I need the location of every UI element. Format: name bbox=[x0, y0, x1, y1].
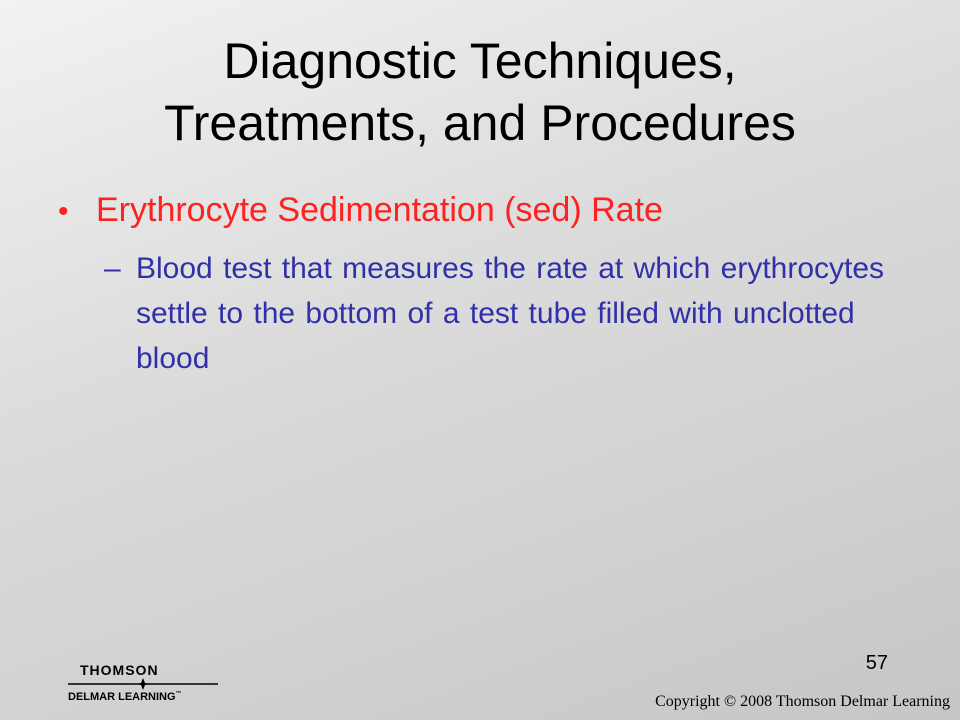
logo-trademark: ™ bbox=[175, 691, 182, 697]
page-number: 57 bbox=[865, 652, 888, 674]
slide-title bbox=[0, 30, 960, 154]
bullet-text: Erythrocyte Sedimentation (sed) Rate bbox=[96, 191, 663, 229]
publisher-logo bbox=[68, 662, 218, 708]
sub-bullet-text: Blood test that measures the rate at which erythrocytes settle to the bottom of a test tube filled with unclotted blood bbox=[136, 252, 885, 375]
title-line-1: Diagnostic Techniques, bbox=[223, 33, 737, 89]
sub-bullet-item bbox=[104, 246, 904, 381]
copyright-notice: Copyright © 2008 Thomson Delmar Learning bbox=[655, 693, 950, 710]
logo-star-rule-icon bbox=[68, 678, 218, 690]
logo-line-2 bbox=[68, 691, 182, 703]
title-line-2: Treatments, and Procedures bbox=[164, 95, 796, 151]
logo-line-2-text: DELMAR LEARNING bbox=[68, 691, 176, 703]
bullet-marker: • bbox=[58, 195, 69, 228]
logo-line-1: THOMSON bbox=[80, 662, 159, 678]
sub-bullet-marker: – bbox=[104, 252, 121, 285]
bullet-item bbox=[58, 188, 663, 234]
